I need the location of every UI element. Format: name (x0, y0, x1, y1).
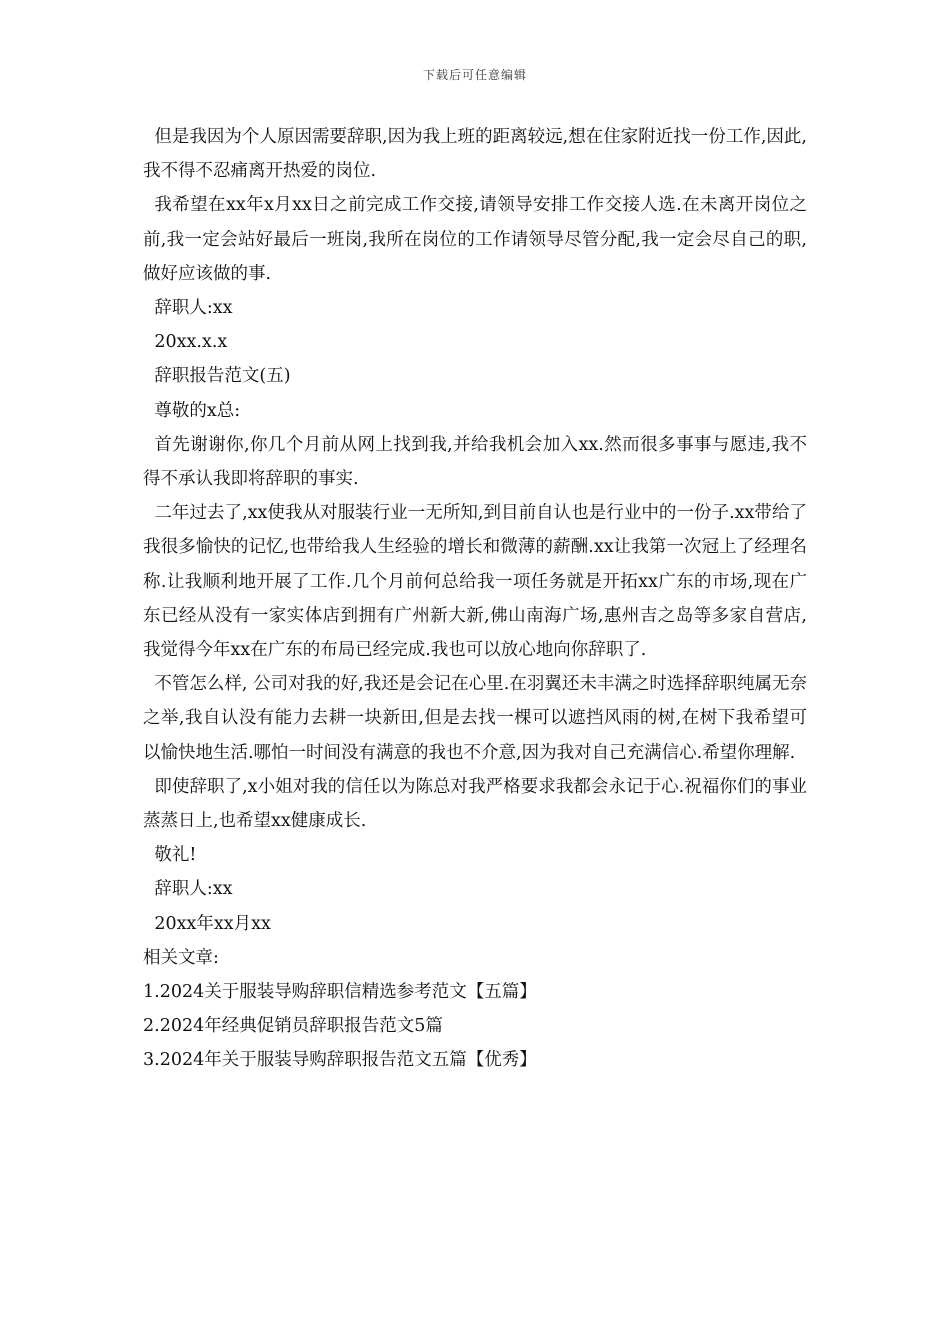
related-articles (143, 941, 807, 1078)
paragraph-reason: 但是我因为个人原因需要辞职,因为我上班的距离较远,想在住家附近找一份工作,因此,我不得不忍痛离开热爱的岗位. (143, 127, 807, 182)
paragraph-thanks: 首先谢谢你,你几个月前从网上找到我,并给我机会加入xx.然而很多事事与愿违,我不得不承认我即将辞职的事实. (143, 434, 807, 490)
paragraph-handover: 我希望在xx年x月xx日之前完成工作交接,请领导安排工作交接人选.在未离开岗位之前,我一定会站好最后一班岗,我所在岗位的工作请领导尽管分配,我一定会尽自己的职,做好应该做的事. (143, 195, 807, 284)
closing-date: 20xx年xx月xx (154, 913, 271, 934)
closing-resigner: 辞职人:xx (154, 879, 233, 900)
paragraph-gratitude: 不管怎么样, 公司对我的好,我还是会记在心里.在羽翼还未丰满之时选择辞职纯属无奈之举,我自认没有能力去耕一块新田,但是去找一棵可以遮挡风雨的树,在树下我希望可以愉快地生活.哪怕一时间没有满意的我也不介意,因为我对自己充满信心.希望你理解. (143, 674, 807, 763)
related-article-link[interactable]: 1.2024关于服装导购辞职信精选参考范文【五篇】 (143, 982, 537, 1003)
closing-salute: 敬礼! (154, 845, 197, 866)
related-article-link[interactable]: 3.2024年关于服装导购辞职报告范文五篇【优秀】 (143, 1050, 537, 1071)
paragraph-blessing: 即使辞职了,x小姐对我的信任以为陈总对我严格要求我都会永记于心.祝福你们的事业蒸蒸日上,也希望xx健康成长. (143, 776, 807, 832)
section-title: 辞职报告范文(五) (154, 366, 291, 387)
document-body (143, 120, 807, 1078)
related-articles-heading: 相关文章: (143, 947, 219, 968)
signature-resigner: 辞职人:xx (154, 298, 233, 319)
related-article-link[interactable]: 2.2024年经典促销员辞职报告范文5篇 (143, 1016, 443, 1037)
salutation: 尊敬的x总: (154, 400, 241, 421)
paragraph-experience: 二年过去了,xx使我从对服装行业一无所知,到目前自认也是行业中的一份子.xx带给了我很多愉快的记忆,也带给我人生经验的增长和微薄的薪酬.xx让我第一次冠上了经理名称.让我顺利地开展了工作.几个月前何总给我一项任务就是开拓xx广东的市场,现在广东已经从没有一家实体店到拥有广州新大新,佛山南海广场,惠州吉之岛等多家自营店,我觉得今年xx在广东的布局已经完成.我也可以放心地向你辞职了. (143, 503, 807, 661)
signature-date: 20xx.x.x (154, 332, 228, 353)
page-header-note: 下载后可任意编辑 (422, 68, 527, 82)
